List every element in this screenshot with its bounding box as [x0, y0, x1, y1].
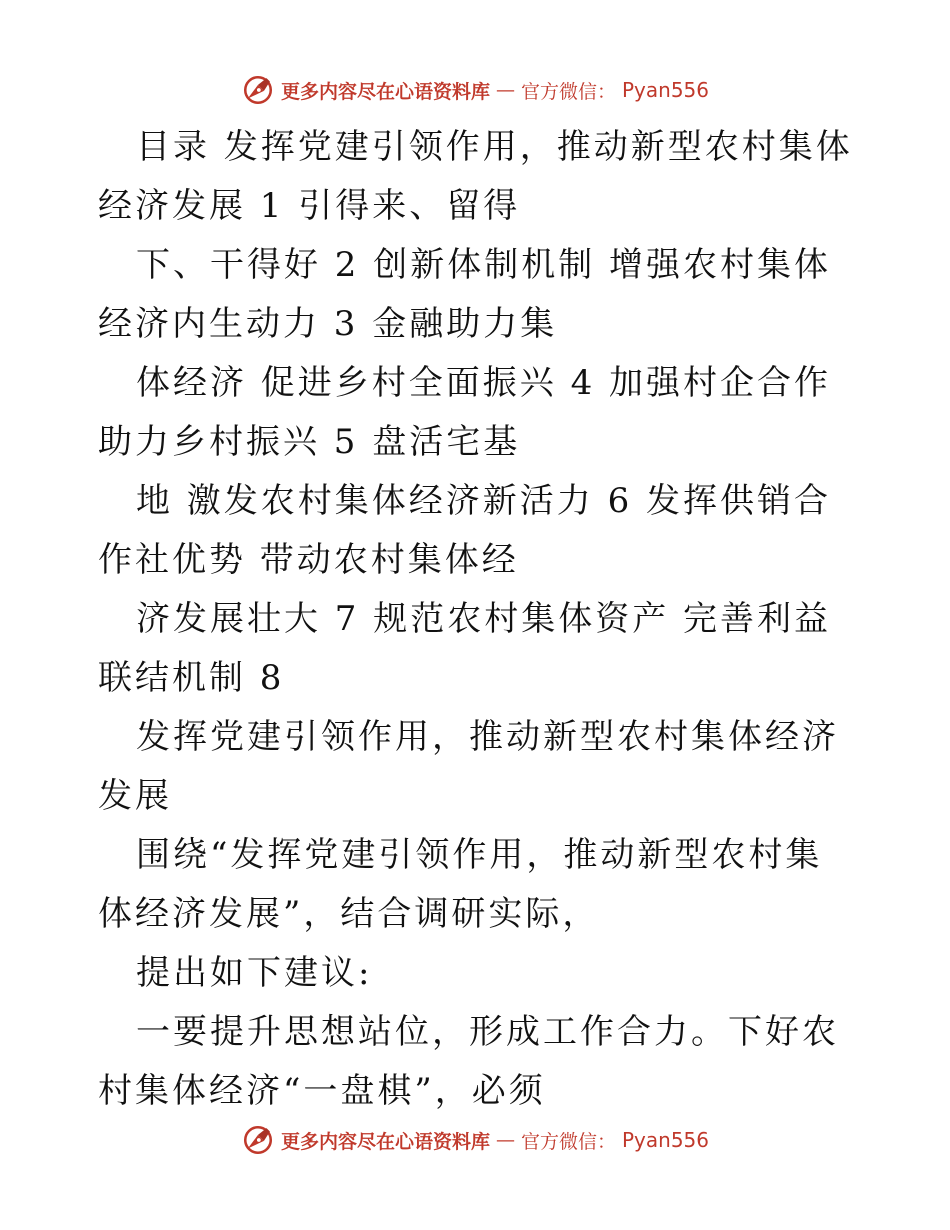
toc-paragraph-2: 下、干得好 2 创新体制机制 增强农村集体经济内生动力 3 金融助力集 [98, 245, 832, 344]
toc-paragraph-5: 济发展壮大 7 规范农村集体资产 完善利益联结机制 8 [98, 599, 832, 698]
footer-banner-text: 更多内容尽在心语资料库 [280, 1130, 490, 1153]
body-paragraph-3: 一要提升思想站位，形成工作合力。下好农村集体经济“一盘棋”，必须 [98, 1012, 839, 1111]
toc-paragraph-3: 体经济 促进乡村全面振兴 4 加强村企合作 助力乡村振兴 5 盘活宅基 [98, 363, 832, 462]
toc-paragraph-4: 地 激发农村集体经济新活力 6 发挥供销合作社优势 带动农村集体经 [98, 481, 832, 580]
header-banner-text: 更多内容尽在心语资料库 [280, 80, 490, 103]
toc-paragraph-1: 目录 发挥党建引领作用，推动新型农村集体经济发展 1 引得来、留得 [98, 127, 853, 226]
body-paragraph-1: 围绕“发挥党建引领作用，推动新型农村集体经济发展”，结合调研实际， [98, 835, 823, 934]
header-banner-dash: — [495, 79, 515, 101]
footer-wechat-label: 官方微信： [520, 1130, 616, 1153]
pen-nib-logo-icon [241, 73, 275, 107]
footer-banner-dash: — [495, 1129, 515, 1151]
header-wechat-id: Pyan556 [622, 78, 710, 102]
pen-nib-logo-icon [241, 1123, 275, 1157]
header-banner [0, 70, 950, 110]
section-title: 发挥党建引领作用，推动新型农村集体经济发展 [98, 717, 839, 816]
header-wechat-label: 官方微信： [520, 80, 616, 103]
body-paragraph-2: 提出如下建议: [136, 953, 373, 993]
document-body [98, 118, 858, 1121]
footer-banner [0, 1120, 950, 1160]
footer-wechat-id: Pyan556 [622, 1128, 710, 1152]
